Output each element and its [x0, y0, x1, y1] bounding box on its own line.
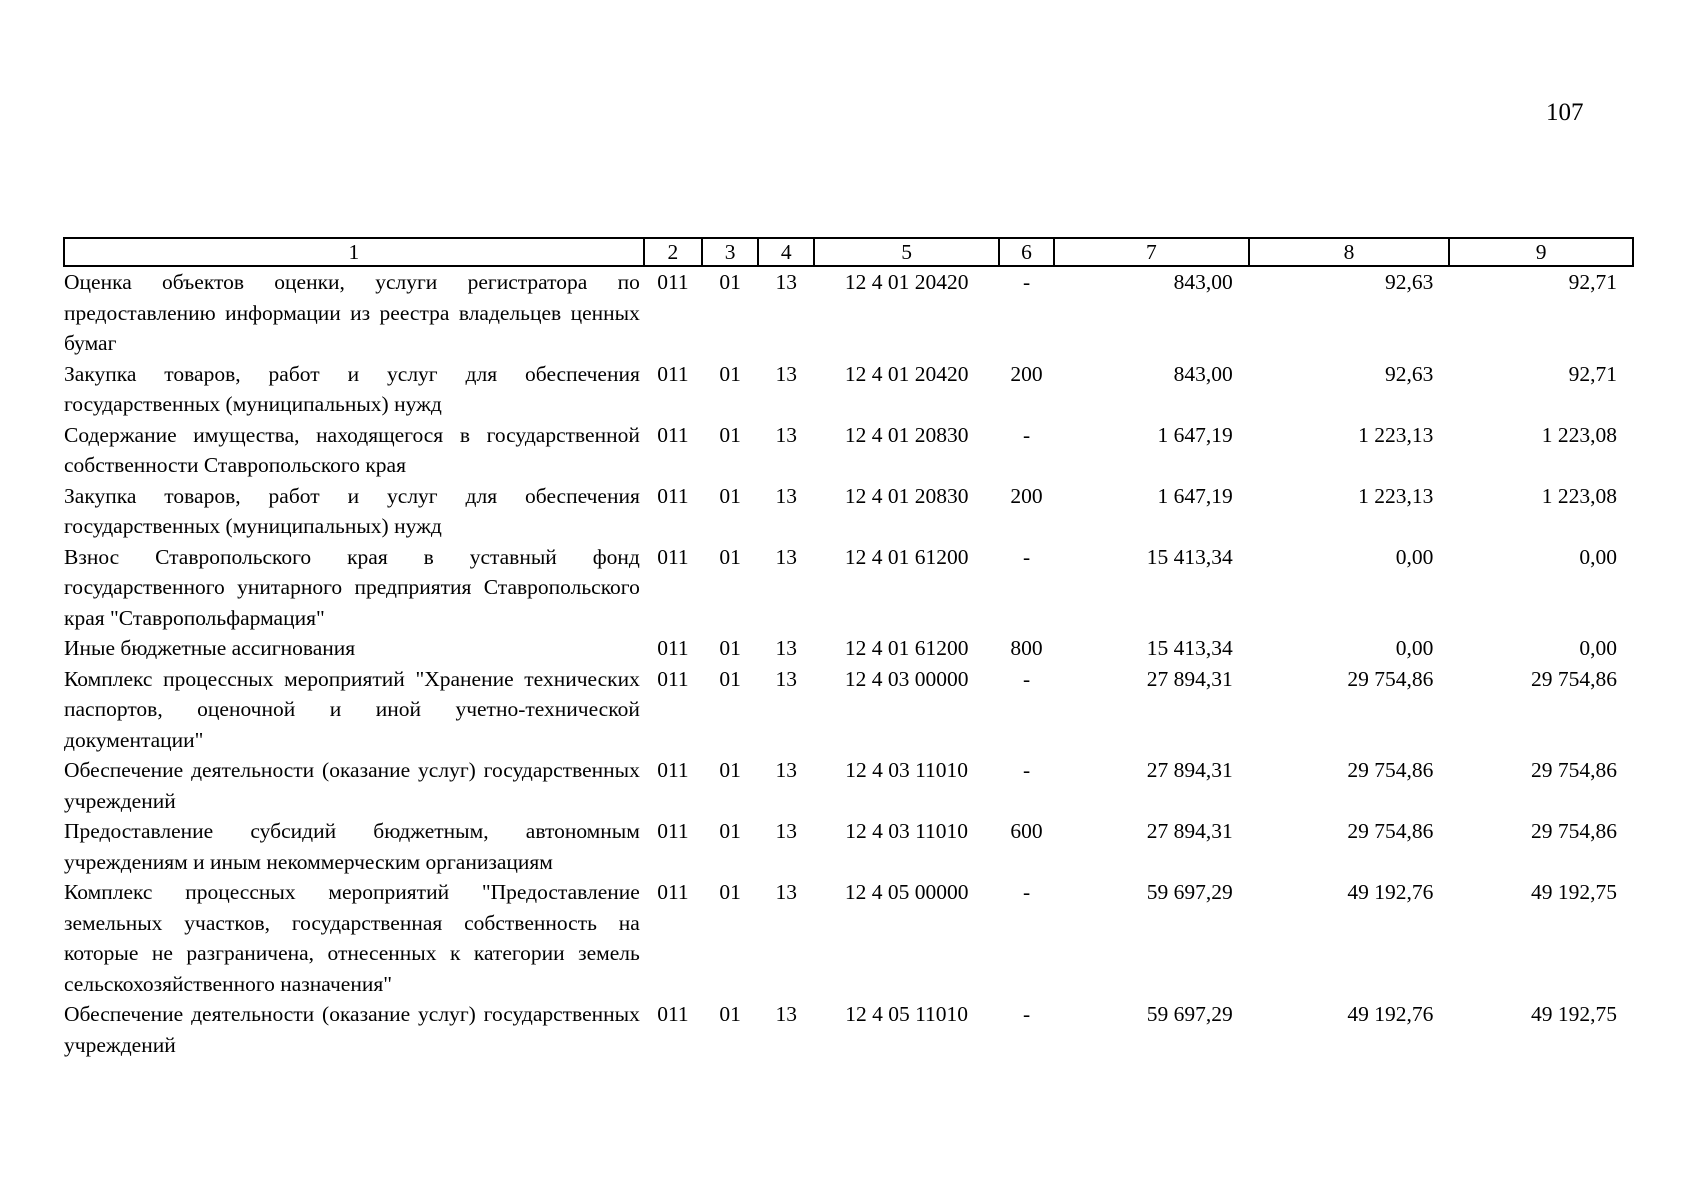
cell-expense-type: 200: [1010, 483, 1043, 508]
cell-amount-col-7: 27 894,31: [1146, 819, 1233, 843]
cell-target-article: 12 4 01 20830: [844, 483, 969, 508]
header-col-8: 8: [1249, 238, 1450, 266]
cell-target-article: 12 4 05 00000: [844, 880, 969, 904]
header-col-5: 5: [814, 238, 999, 266]
cell-subsection-code: 13: [775, 483, 798, 508]
cell-ministry-code: 011: [657, 361, 689, 386]
cell-amount-col-9: 92,71: [1568, 361, 1617, 386]
cell-section-code: 01: [719, 666, 741, 691]
cell-amount-col-7: 15 413,34: [1146, 544, 1233, 569]
cell-amount-col-7: 59 697,29: [1146, 1002, 1233, 1026]
cell-subsection-code: 13: [775, 758, 798, 782]
cell-subsection-code: 13: [775, 361, 798, 386]
cell-section-code: 01: [719, 1002, 741, 1026]
cell-target-article: 12 4 03 11010: [845, 819, 969, 843]
header-col-3: 3: [702, 238, 758, 266]
cell-section-code: 01: [719, 422, 741, 447]
row-name: Закупка товаров, работ и услуг для обеспечения государственных (муниципальных) нужд: [64, 483, 640, 538]
budget-table: [63, 237, 1634, 1060]
cell-amount-col-8: 29 754,86: [1347, 666, 1434, 691]
row-name: Оценка объектов оценки, услуги регистратора по предоставлению информации из реестра владельцев ценных бумаг: [64, 270, 640, 355]
cell-amount-col-9: 0,00: [1579, 544, 1617, 569]
table-row: [64, 420, 1633, 481]
cell-amount-col-9: 49 192,75: [1531, 880, 1617, 904]
cell-expense-type: -: [1022, 1002, 1031, 1026]
header-row: [64, 238, 1633, 266]
row-name: Обеспечение деятельности (оказание услуг) государственных учреждений: [64, 758, 640, 813]
row-name: Обеспечение деятельности (оказание услуг) государственных учреждений: [64, 1002, 640, 1057]
table-row: [64, 359, 1633, 420]
cell-expense-type: -: [1022, 880, 1031, 904]
cell-section-code: 01: [719, 819, 741, 843]
cell-amount-col-7: 15 413,34: [1146, 636, 1233, 660]
cell-ministry-code: 011: [657, 483, 689, 508]
row-name: Закупка товаров, работ и услуг для обеспечения государственных (муниципальных) нужд: [64, 361, 640, 416]
table-row: [64, 664, 1633, 756]
cell-amount-col-8: 92,63: [1384, 270, 1434, 294]
cell-section-code: 01: [719, 361, 741, 386]
table-header: [64, 238, 1633, 266]
cell-expense-type: -: [1022, 544, 1031, 569]
cell-ministry-code: 011: [657, 422, 689, 447]
cell-expense-type: -: [1022, 422, 1031, 447]
cell-amount-col-7: 843,00: [1173, 270, 1233, 294]
cell-ministry-code: 011: [657, 666, 689, 691]
cell-amount-col-9: 0,00: [1579, 636, 1617, 660]
cell-subsection-code: 13: [775, 636, 798, 660]
cell-ministry-code: 011: [657, 880, 689, 904]
cell-amount-col-8: 29 754,86: [1347, 819, 1434, 843]
cell-amount-col-8: 1 223,13: [1358, 422, 1434, 447]
row-name: Иные бюджетные ассигнования: [64, 636, 356, 660]
cell-expense-type: -: [1022, 666, 1031, 691]
cell-expense-type: 600: [1010, 819, 1043, 843]
cell-section-code: 01: [719, 636, 741, 660]
table-row: [64, 542, 1633, 634]
cell-ministry-code: 011: [657, 544, 689, 569]
cell-expense-type: -: [1022, 270, 1031, 294]
cell-expense-type: 800: [1010, 636, 1043, 660]
cell-subsection-code: 13: [775, 422, 798, 447]
row-name: Содержание имущества, находящегося в государственной собственности Ставропольского края: [64, 422, 640, 477]
row-name: Комплекс процессных мероприятий "Предоставление земельных участков, государственная собственность на которые не разграничена, отнесенных к категории земель сельскохозяйственного назначения": [64, 880, 640, 996]
cell-amount-col-9: 29 754,86: [1531, 758, 1617, 782]
cell-subsection-code: 13: [775, 544, 798, 569]
cell-subsection-code: 13: [775, 270, 798, 294]
cell-amount-col-7: 1 647,19: [1157, 483, 1233, 508]
cell-amount-col-7: 27 894,31: [1146, 666, 1233, 691]
header-col-1: 1: [64, 238, 644, 266]
cell-amount-col-8: 49 192,76: [1347, 1002, 1434, 1026]
cell-target-article: 12 4 03 11010: [845, 758, 969, 782]
table-row: [64, 481, 1633, 542]
cell-section-code: 01: [719, 483, 741, 508]
cell-expense-type: 200: [1010, 361, 1043, 386]
cell-section-code: 01: [719, 544, 741, 569]
cell-ministry-code: 011: [657, 1002, 689, 1026]
cell-ministry-code: 011: [657, 270, 689, 294]
table-row: [64, 633, 1633, 664]
header-col-2: 2: [644, 238, 702, 266]
cell-subsection-code: 13: [775, 880, 798, 904]
cell-subsection-code: 13: [775, 1002, 798, 1026]
cell-target-article: 12 4 01 20420: [844, 270, 969, 294]
table-body: [64, 266, 1633, 1060]
cell-amount-col-8: 92,63: [1384, 361, 1434, 386]
cell-section-code: 01: [719, 758, 741, 782]
cell-amount-col-9: 1 223,08: [1541, 422, 1617, 447]
cell-amount-col-9: 1 223,08: [1541, 483, 1617, 508]
cell-amount-col-8: 0,00: [1395, 636, 1434, 660]
table-row: [64, 816, 1633, 877]
cell-target-article: 12 4 01 61200: [844, 636, 969, 660]
cell-amount-col-7: 843,00: [1173, 361, 1233, 386]
page-number: 107: [1546, 99, 1584, 126]
cell-amount-col-8: 0,00: [1395, 544, 1434, 569]
row-name: Предоставление субсидий бюджетным, автономным учреждениям и иным некоммерческим организациям: [64, 819, 640, 874]
cell-section-code: 01: [719, 880, 741, 904]
cell-ministry-code: 011: [657, 636, 689, 660]
cell-target-article: 12 4 01 61200: [844, 544, 969, 569]
cell-amount-col-7: 59 697,29: [1146, 880, 1233, 904]
header-col-7: 7: [1054, 238, 1249, 266]
table-row: [64, 755, 1633, 816]
header-col-4: 4: [758, 238, 814, 266]
cell-subsection-code: 13: [775, 666, 798, 691]
cell-amount-col-9: 92,71: [1568, 270, 1617, 294]
cell-target-article: 12 4 03 00000: [844, 666, 969, 691]
table-row: [64, 999, 1633, 1060]
cell-ministry-code: 011: [657, 819, 689, 843]
cell-target-article: 12 4 05 11010: [845, 1002, 969, 1026]
row-name: Взнос Ставропольского края в уставный фонд государственного унитарного предприятия Ставропольского края "Ставропольфармация": [64, 544, 640, 630]
header-col-9: 9: [1449, 238, 1633, 266]
header-col-6: 6: [999, 238, 1054, 266]
cell-amount-col-8: 1 223,13: [1358, 483, 1434, 508]
cell-target-article: 12 4 01 20830: [844, 422, 969, 447]
cell-amount-col-7: 27 894,31: [1146, 758, 1233, 782]
cell-amount-col-9: 29 754,86: [1531, 666, 1617, 691]
cell-amount-col-7: 1 647,19: [1157, 422, 1233, 447]
cell-amount-col-9: 29 754,86: [1531, 819, 1617, 843]
cell-amount-col-8: 29 754,86: [1347, 758, 1434, 782]
cell-amount-col-9: 49 192,75: [1531, 1002, 1617, 1026]
table-row: [64, 877, 1633, 999]
cell-subsection-code: 13: [775, 819, 798, 843]
cell-section-code: 01: [719, 270, 741, 294]
cell-target-article: 12 4 01 20420: [844, 361, 969, 386]
cell-ministry-code: 011: [657, 758, 689, 782]
row-name: Комплекс процессных мероприятий "Хранение технических паспортов, оценочной и иной учетно-технической документации": [64, 666, 640, 752]
table-row: [64, 266, 1633, 359]
cell-expense-type: -: [1022, 758, 1031, 782]
cell-amount-col-8: 49 192,76: [1347, 880, 1434, 904]
